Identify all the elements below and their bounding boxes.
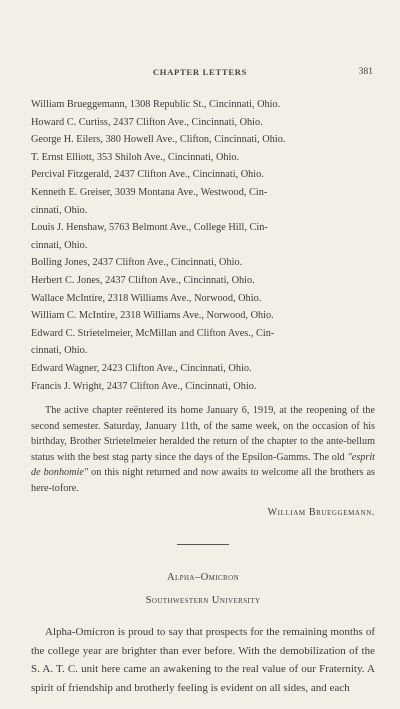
chapter-paragraph xyxy=(31,403,375,497)
signature: William Brueggemann. xyxy=(267,506,375,518)
member-line-continuation: cinnati, Ohio. xyxy=(31,239,88,251)
member-line: Francis J. Wright, 2437 Clifton Ave., Cincinnati, Ohio. xyxy=(31,380,257,392)
paragraph-text: The active chapter reëntered its home January 6, 1919, at the reopening of the second semester. Saturday, January 11th, of the same week, on the occasion of his birthday, Brother Strietelmeier heralded the return of the chapter to the ante-bellum status with the best stag party since the days of the Epsilon-Gamms. The old xyxy=(31,405,375,463)
member-line-continuation: cinnati, Ohio. xyxy=(31,204,88,216)
member-line: William C. McIntire, 2318 Williams Ave., Norwood, Ohio. xyxy=(31,310,274,322)
section-subtitle: Southwestern University xyxy=(145,594,261,606)
page-number: 381 xyxy=(358,67,373,77)
section-title: Alpha–Omicron xyxy=(166,571,240,583)
section-divider xyxy=(177,544,229,545)
member-line: Wallace McIntire, 2318 Williams Ave., Norwood, Ohio. xyxy=(31,292,262,304)
section-paragraph: Alpha-Omicron is proud to say that prospects for the remaining months of the college year are brighter than ever before. With the demobilization of the S. A. T. C. unit here came an awakening to the real value of our Fraternity. A spirit of friendship and brotherly feeling is evident on all sides, and each xyxy=(31,625,375,694)
member-line: Percival Fitzgerald, 2437 Clifton Ave., Cincinnati, Ohio. xyxy=(31,169,264,181)
running-head: CHAPTER LETTERS xyxy=(152,67,248,77)
italic-phrase: "esprit de bonhomie" xyxy=(31,451,375,479)
member-list xyxy=(31,96,375,395)
member-line: Bolling Jones, 2437 Clifton Ave., Cincinnati, Ohio. xyxy=(31,257,243,269)
page-header xyxy=(0,67,400,81)
paragraph-text: on this night returned and now awaits to welcome all the brothers as here-tofore. xyxy=(31,467,375,495)
member-line-continuation: cinnati, Ohio. xyxy=(31,345,88,357)
member-line: William Brueggemann, 1308 Republic St., Cincinnati, Ohio. xyxy=(31,99,281,110)
member-line: Louis J. Henshaw, 5763 Belmont Ave., College Hill, Cin- xyxy=(31,222,268,234)
member-line: George H. Eilers, 380 Howell Ave., Clifton, Cincinnati, Ohio. xyxy=(31,134,286,146)
member-line: Edward Wagner, 2423 Clifton Ave., Cincinnati, Ohio. xyxy=(31,362,252,374)
member-line: T. Ernst Elliott, 353 Shiloh Ave., Cincinnati, Ohio. xyxy=(31,151,240,163)
page-body xyxy=(31,96,375,709)
member-line: Edward C. Strietelmeier, McMillan and Clifton Aves., Cin- xyxy=(31,327,275,339)
member-line: Howard C. Curtiss, 2437 Clifton Ave., Cincinnati, Ohio. xyxy=(31,116,263,128)
member-line: Kenneth E. Greiser, 3039 Montana Ave., Westwood, Cin- xyxy=(31,186,268,198)
member-line: Herbert C. Jones, 2437 Clifton Ave., Cincinnati, Ohio. xyxy=(31,274,255,286)
